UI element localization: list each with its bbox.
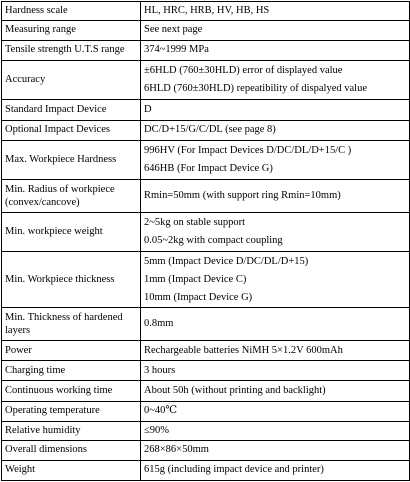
spec-label: Standard Impact Device bbox=[2, 100, 141, 120]
spec-value-line: 0.8mm bbox=[144, 318, 174, 330]
spec-value-line: 0~40℃ bbox=[144, 405, 178, 417]
table-row bbox=[2, 308, 410, 340]
table-row bbox=[2, 40, 410, 60]
spec-value bbox=[141, 213, 410, 252]
table-row bbox=[2, 100, 410, 120]
spec-value bbox=[141, 120, 410, 140]
spec-label: Tensile strength U.T.S range bbox=[2, 40, 141, 60]
spec-value bbox=[141, 340, 410, 360]
spec-value bbox=[141, 60, 410, 100]
table-row bbox=[2, 460, 410, 480]
spec-value-line: About 50h (without printing and backlight) bbox=[144, 385, 326, 397]
spec-value-line: 3 hours bbox=[144, 364, 176, 376]
spec-value-line: 10mm (Impact Device G) bbox=[144, 291, 253, 303]
table-row bbox=[2, 251, 410, 308]
table-row bbox=[2, 140, 410, 179]
spec-value bbox=[141, 308, 410, 340]
spec-value bbox=[141, 179, 410, 212]
spec-value bbox=[141, 381, 410, 401]
table-row bbox=[2, 361, 410, 381]
table-row bbox=[2, 2, 410, 21]
spec-label: Min. Thickness of hardened layers bbox=[2, 308, 141, 340]
specifications-table bbox=[1, 1, 410, 481]
spec-label: Continuous working time bbox=[2, 381, 141, 401]
spec-value bbox=[141, 401, 410, 421]
spec-label: Measuring range bbox=[2, 21, 141, 40]
spec-label: Min. Radius of workpiece (convex/cancove) bbox=[2, 179, 141, 212]
spec-value-line: Rmin=50mm (with support ring Rmin=10mm) bbox=[144, 189, 341, 201]
table-row bbox=[2, 401, 410, 421]
spec-value-line: 646HB (For Impact Device G) bbox=[144, 162, 273, 174]
spec-value-line: 0.05~2kg with compact coupling bbox=[144, 234, 283, 246]
spec-value-line: See next page bbox=[144, 24, 203, 36]
spec-value-line: HL, HRC, HRB, HV, HB, HS bbox=[144, 5, 270, 17]
spec-label: Weight bbox=[2, 460, 141, 480]
spec-value bbox=[141, 100, 410, 120]
table-row bbox=[2, 340, 410, 360]
spec-label: Min. workpiece weight bbox=[2, 213, 141, 252]
table-row bbox=[2, 422, 410, 441]
spec-value bbox=[141, 441, 410, 460]
spec-label: Optional Impact Devices bbox=[2, 120, 141, 140]
spec-value bbox=[141, 21, 410, 40]
spec-value bbox=[141, 2, 410, 21]
spec-label: Charging time bbox=[2, 361, 141, 381]
spec-value-line: ±6HLD (760±30HLD) error of displayed value bbox=[144, 65, 343, 77]
table-row bbox=[2, 213, 410, 252]
spec-value-line: ≤90% bbox=[144, 425, 170, 437]
spec-value bbox=[141, 361, 410, 381]
spec-value-line: DC/D+15/G/C/DL (see page 8) bbox=[144, 124, 276, 136]
spec-value bbox=[141, 40, 410, 60]
spec-value-line: 2~5kg on stable support bbox=[144, 216, 246, 228]
spec-value bbox=[141, 422, 410, 441]
spec-value bbox=[141, 140, 410, 179]
spec-value bbox=[141, 251, 410, 308]
spec-label: Relative humidity bbox=[2, 422, 141, 441]
table-row bbox=[2, 120, 410, 140]
table-row bbox=[2, 60, 410, 100]
table-row bbox=[2, 21, 410, 40]
spec-label: Power bbox=[2, 340, 141, 360]
spec-value-line: 615g (including impact device and printer) bbox=[144, 464, 324, 476]
spec-value bbox=[141, 460, 410, 480]
spec-label: Accuracy bbox=[2, 60, 141, 100]
spec-value-line: 1mm (Impact Device C) bbox=[144, 273, 247, 285]
spec-label: Min. Workpiece thickness bbox=[2, 251, 141, 308]
spec-value-line: 268×86×50mm bbox=[144, 444, 209, 456]
table-row bbox=[2, 381, 410, 401]
spec-value-line: 6HLD (760±30HLD) repeatibility of dispalyed value bbox=[144, 83, 367, 95]
spec-value-line: 996HV (For Impact Devices D/DC/DL/D+15/C ) bbox=[144, 144, 352, 156]
spec-label: Max. Workpiece Hardness bbox=[2, 140, 141, 179]
spec-label: Operating temperature bbox=[2, 401, 141, 421]
table-row bbox=[2, 179, 410, 212]
spec-label: Overall dimensions bbox=[2, 441, 141, 460]
spec-label: Hardness scale bbox=[2, 2, 141, 21]
spec-value-line: 374~1999 MPa bbox=[144, 44, 209, 56]
spec-value-line: D bbox=[144, 104, 152, 116]
spec-value-line: 5mm (Impact Device D/DC/DL/D+15) bbox=[144, 255, 309, 267]
table-row bbox=[2, 441, 410, 460]
spec-value-line: Rechargeable batteries NiMH 5×1.2V 600mAh bbox=[144, 344, 343, 356]
